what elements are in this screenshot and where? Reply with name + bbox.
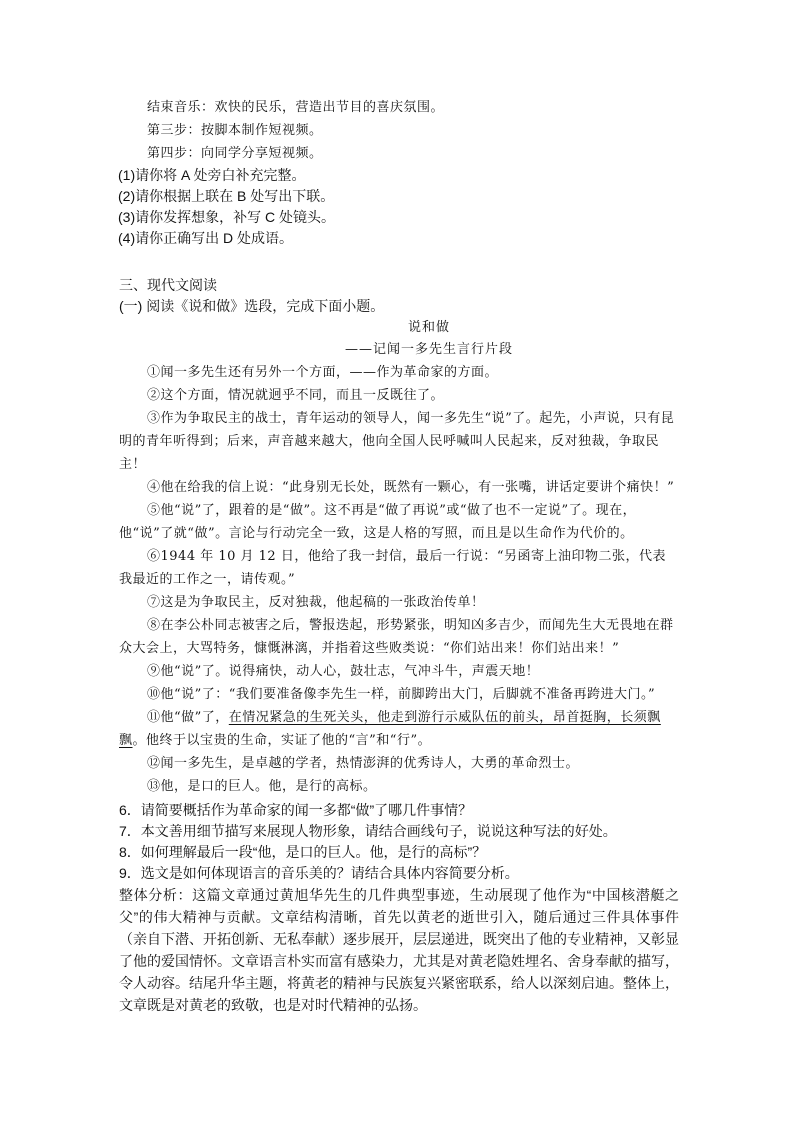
article-paragraph: ⑧在李公朴同志被害之后，警报迭起，形势紧张，明知凶多吉少，而闻先生大无畏地在群众大会上，大骂特务，慷慨淋漓，并指着这些败类说：“你们站出来！你们站出来！” xyxy=(119,618,674,656)
article-paragraph: ②这个方面，情况就迥乎不同，而且一反既往了。 xyxy=(147,388,445,403)
article-paragraph: ⑥1944 年 10 月 12 日，他给了我一封信，最后一行说：“另函寄上油印物二张，代表我最近的工作之一，请传观。” xyxy=(119,549,666,587)
para11-prefix: ⑪他“做”了， xyxy=(147,710,229,725)
script-steps xyxy=(119,96,679,165)
document-page xyxy=(119,96,679,1016)
article-title-block xyxy=(119,317,679,361)
question-list-top xyxy=(118,165,679,249)
article-paragraph-11 xyxy=(119,706,679,752)
question-item: (4)请你正确写出 D 处成语。 xyxy=(118,230,293,246)
article-subtitle: ——记闻一多先生言行片段 xyxy=(344,342,513,357)
article-paragraph: ⑦这是为争取民主，反对独裁，他起稿的一张政治传单！ xyxy=(147,595,485,610)
overall-analysis: 整体分析：这篇文章通过黄旭华先生的几件典型事迹，生动展现了他作为“中国核潜艇之父”的伟大精神与贡献。文章结构清晰，首先以黄老的逝世引入，随后通过三件具体事件（亲自下潜、开拓创新、无私奉献）逐步展开，层层递进，既突出了他的专业精神，又彰显了他的爱国情怀。文章语言朴实而富有感染力，尤其是对黄老隐姓埋名、舍身奉献的描写，令人动容。结尾升华主题，将黄老的精神与民族复兴紧密联系，给人以深刻启迪。整体上，文章既是对黄老的致敬，也是对时代精神的弘扬。 xyxy=(119,887,679,1013)
question-item: (2)请你根据上联在 B 处写出下联。 xyxy=(118,188,335,204)
question-item: (1)请你将 A 处旁白补充完整。 xyxy=(118,167,306,183)
question-item: 9．选文是如何体现语言的音乐美的？请结合具体内容简要分析。 xyxy=(119,865,519,881)
question-item: 7．本文善用细节描写来展现人物形象，请结合画线句子，说说这种写法的好处。 xyxy=(119,823,617,839)
question-item: (3)请你发挥想象，补写 C 处镜头。 xyxy=(118,209,335,225)
section-heading xyxy=(119,275,679,317)
question-item: 8．如何理解最后一段“他，是口的巨人。他，是行的高标”？ xyxy=(119,844,487,860)
step-line: 第四步：向同学分享短视频。 xyxy=(147,146,323,161)
article-paragraph: ④他在给我的信上说：“此身别无长处，既然有一颗心，有一张嘴，讲话定要讲个痛快！” xyxy=(147,480,675,495)
article-paragraph: ⑫闻一多先生，是卓越的学者，热情澎湃的优秀诗人，大勇的革命烈士。 xyxy=(147,756,580,771)
step-line: 结束音乐：欢快的民乐，营造出节目的喜庆氛围。 xyxy=(147,100,445,115)
article-body xyxy=(119,361,679,798)
article-paragraph: ③作为争取民主的战士，青年运动的领导人，闻一多先生“说”了。起先，小声说，只有昆明的青年听得到；后来，声音越来越大，他向全国人民呼喊叫人民起来，反对独裁，争取民主！ xyxy=(119,411,675,472)
article-paragraph: ⑤他“说”了，跟着的是“做”。这不再是“做了再说”或“做了也不一定说”了。现在，他“说”了就“做”。言论与行动完全一致，这是人格的写照，而且是以生命作为代价的。 xyxy=(119,503,637,541)
article-paragraph: ⑬他，是口的巨人。他，是行的高标。 xyxy=(147,779,377,794)
section-title: 三、现代文阅读 xyxy=(119,277,217,293)
article-title: 说和做 xyxy=(407,320,450,335)
para11-suffix: 。他终于以宝贵的生命，实证了他的“言”和“行”。 xyxy=(132,733,432,748)
question-item: 6．请简要概括作为革命家的闻一多都“做”了哪几件事情？ xyxy=(119,802,473,818)
article-paragraph: ⑩他“说”了：“我们要准备像李先生一样，前脚跨出大门，后脚就不准备再跨进大门。” xyxy=(147,687,656,702)
section-subtitle: (一) 阅读《说和做》选段，完成下面小题。 xyxy=(119,298,385,314)
article-paragraph: ⑨他“说”了。说得痛快，动人心，鼓壮志，气冲斗牛，声震天地！ xyxy=(147,664,540,679)
article-paragraph: ①闻一多先生还有另外一个方面，——作为革命家的方面。 xyxy=(147,365,499,380)
step-line: 第三步：按脚本制作短视频。 xyxy=(147,123,323,138)
question-list xyxy=(119,800,679,884)
underlined-sentence: 在情况紧急的生死关头，他走到游行示威队伍的前头，昂首挺胸，长须飘飘 xyxy=(119,710,661,748)
